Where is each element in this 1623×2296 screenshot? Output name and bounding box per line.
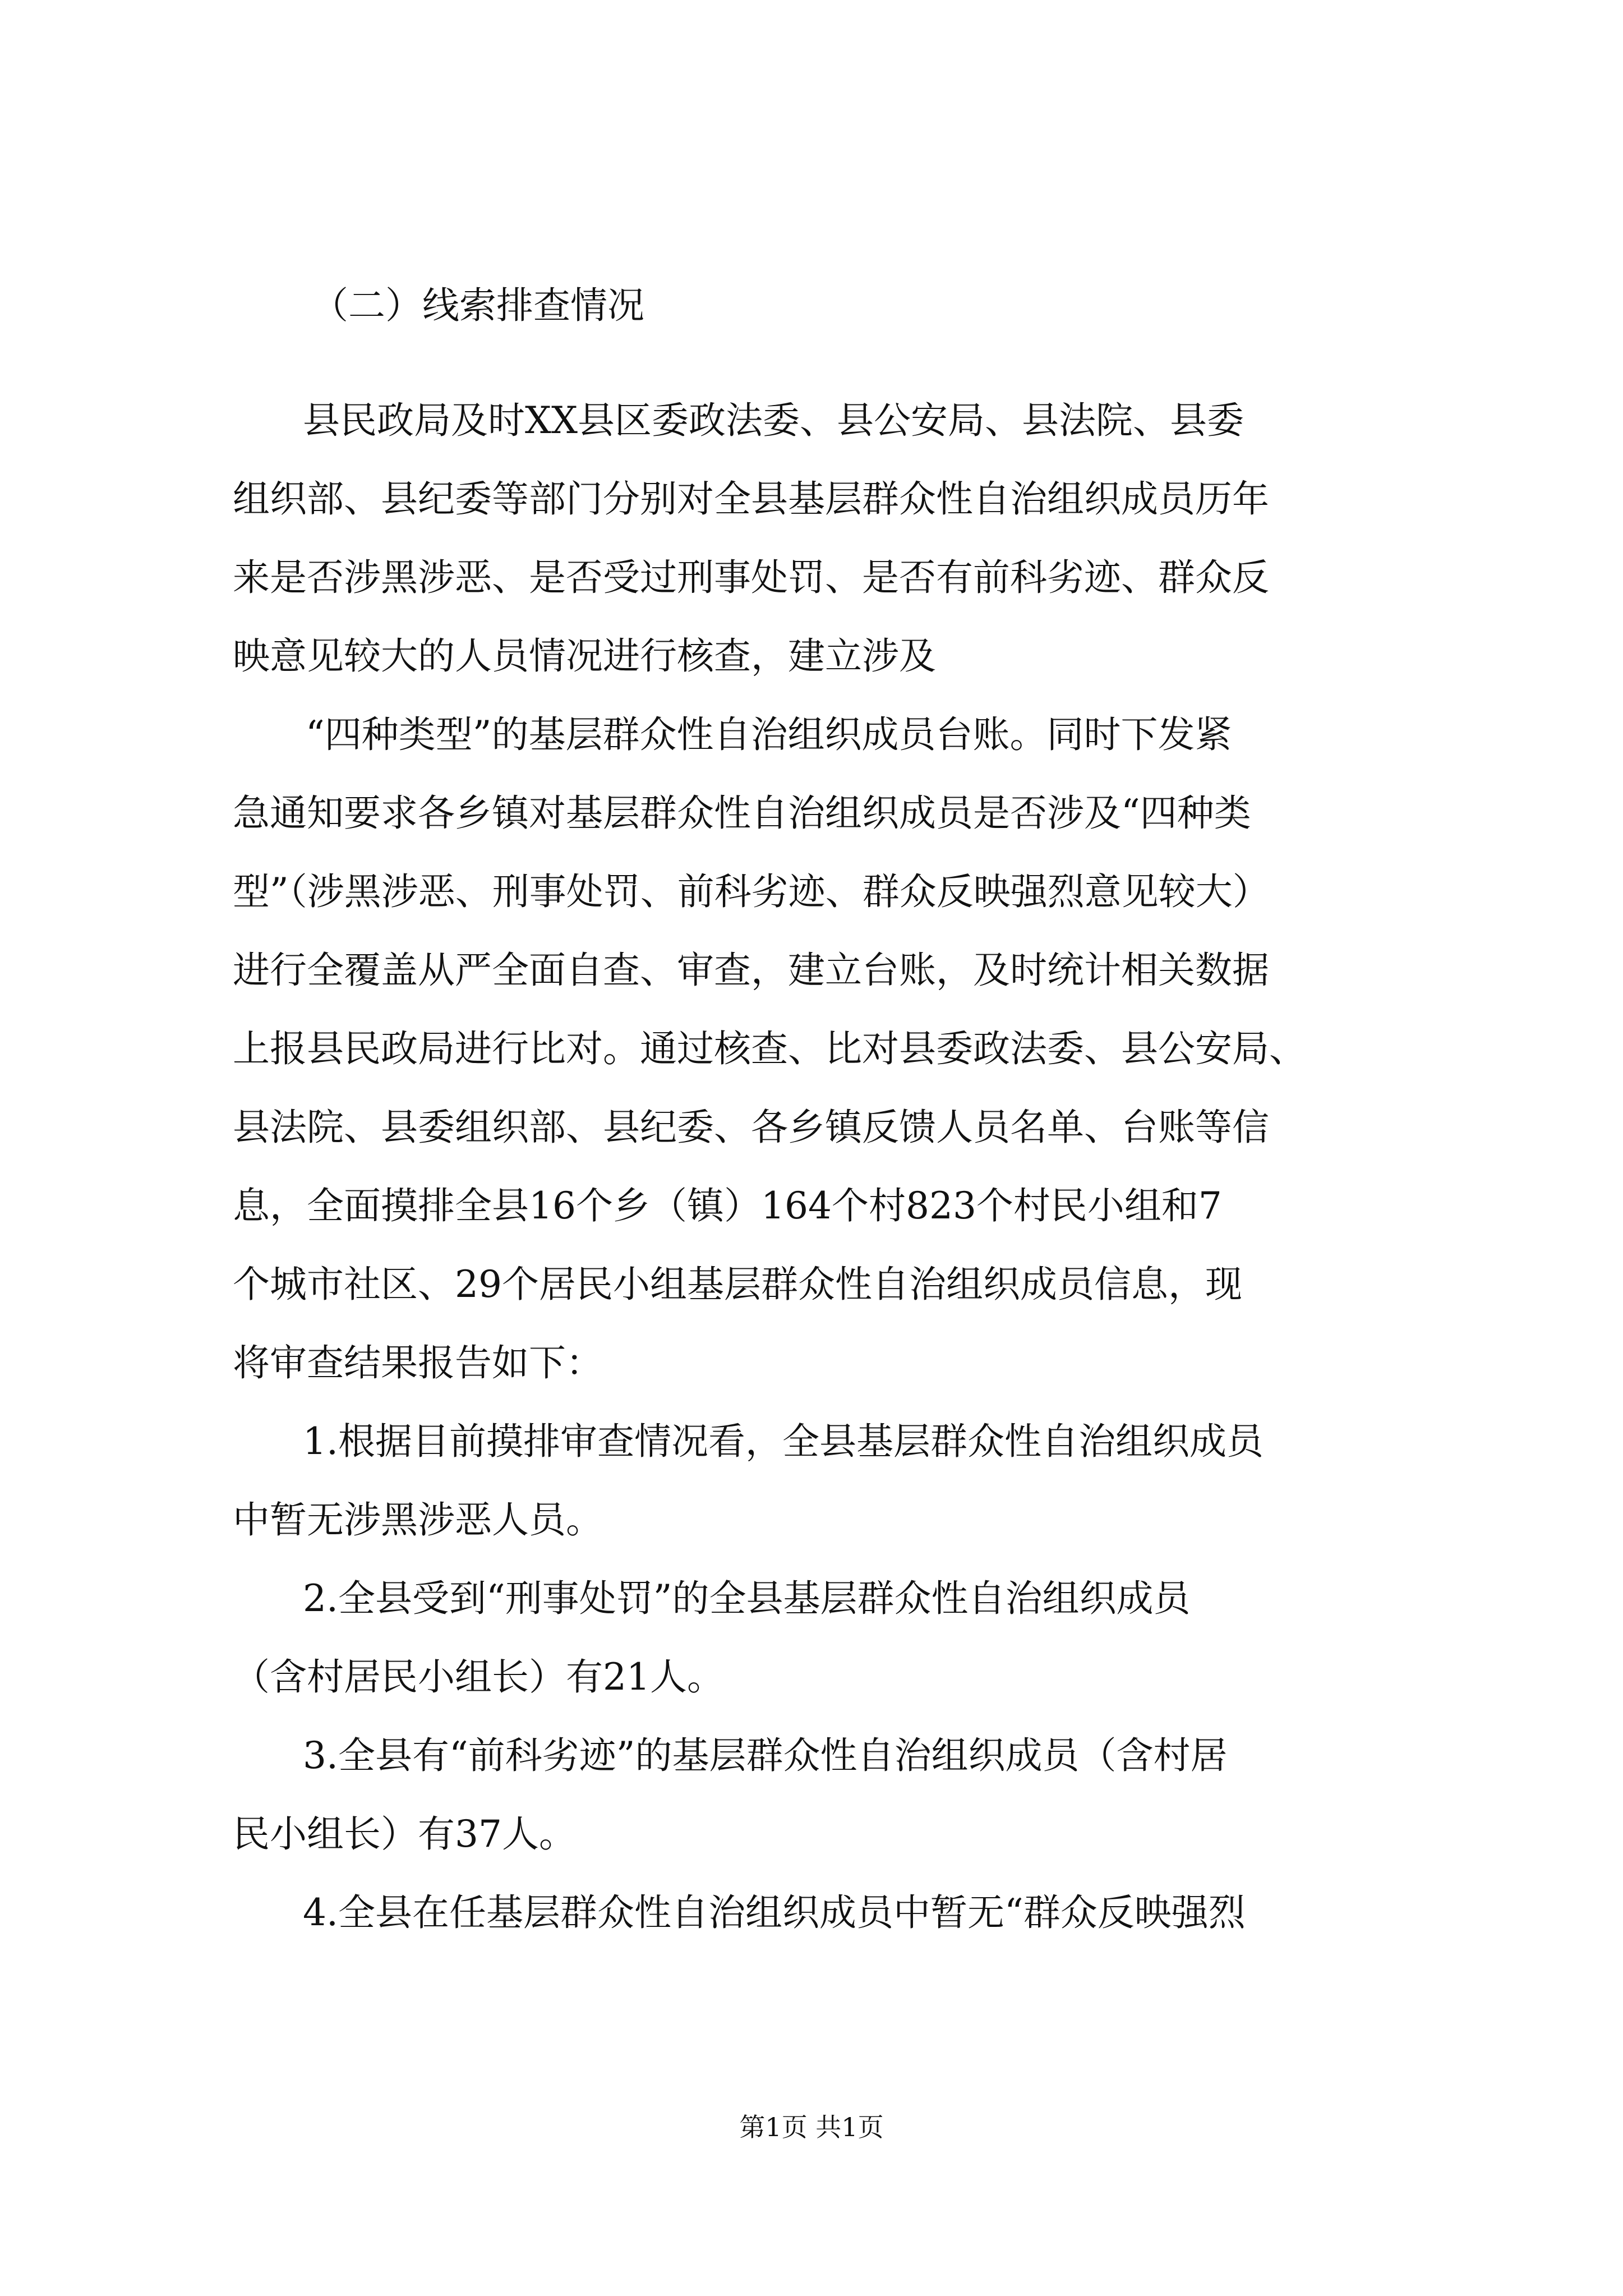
paragraph-line: 民小组长）有37人。 [233,1812,576,1856]
paragraph-line: 急通知要求各乡镇对基层群众性自治组织成员是否涉及“四种类 [233,792,1251,835]
paragraph-line: 县法院、县委组织部、县纪委、各乡镇反馈人员名单、台账等信 [233,1106,1269,1149]
list-item: 3.全县有“前科劣迹”的基层群众性自治组织成员（含村居 [303,1734,1228,1777]
paragraph-line: 息，全面摸排全县16个乡（镇）164个村823个村民小组和7 [233,1184,1222,1227]
paragraph-line: 上报县民政局进行比对。通过核查、比对县委政法委、县公安局、 [233,1027,1306,1070]
paragraph-line: 进行全覆盖从严全面自查、审查，建立台账，及时统计相关数据 [233,949,1269,992]
list-item: 1.根据目前摸排审查情况看，全县基层群众性自治组织成员 [303,1420,1264,1463]
paragraph-line: 中暂无涉黑涉恶人员。 [233,1498,603,1542]
paragraph-line: 映意见较大的人员情况进行核查，建立涉及 [233,634,936,678]
paragraph-line: （含村居民小组长）有21人。 [233,1655,724,1699]
paragraph-line: 个城市社区、29个居民小组基层群众性自治组织成员信息，现 [233,1263,1242,1306]
list-item: 2.全县受到“刑事处罚”的全县基层群众性自治组织成员 [303,1577,1191,1620]
paragraph-line: 组织部、县纪委等部门分别对全县基层群众性自治组织成员历年 [233,477,1269,521]
list-item: 4.全县在任基层群众性自治组织成员中暂无“群众反映强烈 [303,1891,1246,1934]
page-footer: 第1页 共1页 [739,2112,884,2142]
paragraph-line: 县民政局及时XX县区委政法委、县公安局、县法院、县委 [303,399,1244,442]
paragraph-line: “四种类型”的基层群众性自治组织成员台账。同时下发紧 [306,713,1232,756]
paragraph-line: 来是否涉黑涉恶、是否受过刑事处罚、是否有前科劣迹、群众反 [233,556,1269,599]
section-heading: （二）线索排查情况 [311,284,644,327]
paragraph-line: 型”（涉黑涉恶、刑事处罚、前科劣迹、群众反映强烈意见较大） [233,870,1270,913]
paragraph-line: 将审查结果报告如下： [233,1341,603,1384]
